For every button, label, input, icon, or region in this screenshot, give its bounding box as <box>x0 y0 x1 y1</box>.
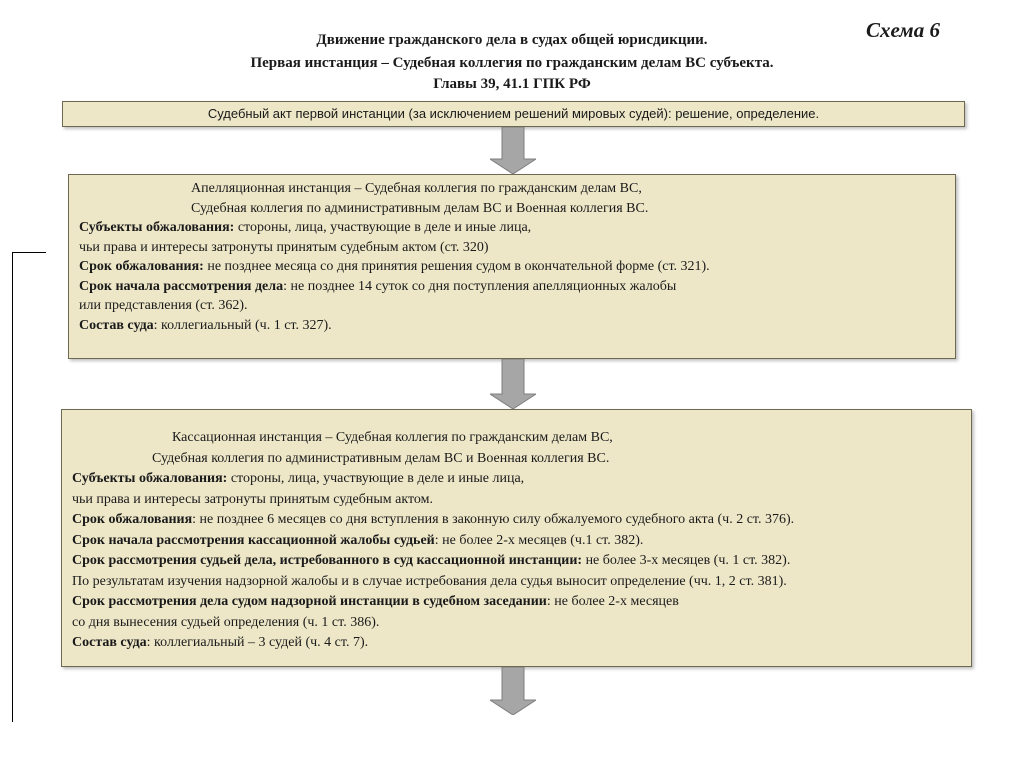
first-instance-text: Судебный акт первой инстанции (за исключением решений мировых судей): решение, определение. <box>207 106 820 121</box>
appeal-subjects-text: стороны, лица, участвующие в деле и иные лица, <box>234 220 532 235</box>
appeal-subjects-continued: чьи права и интересы затронуты принятым судебным актом (ст. 320) <box>79 239 489 255</box>
side-connector-vertical <box>12 252 13 722</box>
cassation-term-text: : не позднее 6 месяцев со дня вступления в законную силу обжалуемого судебного акта (ч. 2 ст. 376). <box>192 512 795 527</box>
cassation-composition-text: : коллегиальный – 3 судей (ч. 4 ст. 7). <box>146 635 369 650</box>
cassation-start <box>72 531 961 552</box>
down-arrow-icon <box>490 359 536 409</box>
cassation-result: По результатам изучения надзорной жалобы и в случае истребования дела судья выносит определение (чч. 1, 2 ст. 381). <box>72 573 787 589</box>
cassation-subjects-label: Субъекты обжалования: <box>72 471 228 486</box>
scheme-number-label: Схема 6 <box>866 18 940 42</box>
cassation-subjects-continued: чьи права и интересы затронуты принятым судебным актом. <box>72 491 433 507</box>
cassation-heading-line-1: Кассационная инстанция – Судебная коллегия по гражданским делам ВС, <box>172 430 613 445</box>
cassation-session-text: : не более 2-х месяцев <box>546 594 679 609</box>
appeal-start-continued: или представления (ст. 362). <box>79 298 248 313</box>
appeal-subjects-label: Субъекты обжалования: <box>79 220 235 235</box>
down-arrow-icon <box>490 667 536 715</box>
cassation-term-label: Срок обжалования <box>72 512 193 527</box>
appeal-heading-line-2: Судебная коллегия по административным делам ВС и Военная коллегия ВС. <box>191 200 649 216</box>
first-instance-box <box>62 101 965 127</box>
cassation-session-term <box>72 592 961 613</box>
cassation-term <box>72 510 961 531</box>
cassation-subjects-text: стороны, лица, участвующие в деле и иные лица, <box>227 471 525 486</box>
diagram-title-line-3: Главы 39, 41.1 ГПК РФ <box>433 76 591 92</box>
appeal-start <box>79 277 945 297</box>
appeal-instance-box <box>68 174 956 359</box>
appeal-heading-line-1: Апелляционная инстанция – Судебная коллегия по гражданским делам ВС, <box>191 181 642 196</box>
cassation-start-label: Срок начала рассмотрения кассационной жалобы судьей <box>72 532 435 548</box>
cassation-instance-box <box>61 409 972 667</box>
cassation-judge-label: Срок рассмотрения судьей дела, истребованного в суд кассационной инстанции: <box>72 553 583 568</box>
down-arrow-icon <box>490 127 536 174</box>
cassation-composition-label: Состав суда <box>72 635 147 650</box>
cassation-start-text: : не более 2-х месяцев (ч.1 ст. 382). <box>434 532 644 548</box>
appeal-term-label: Срок обжалования: <box>79 259 204 274</box>
appeal-subjects <box>79 218 945 238</box>
diagram-title-line-2: Первая инстанция – Судебная коллегия по гражданским делам ВС субъекта. <box>250 55 774 71</box>
cassation-judge-term <box>72 551 961 572</box>
appeal-term-text: не позднее месяца со дня принятия решения судом в окончательной форме (ст. 321). <box>203 259 710 274</box>
cassation-heading-line-2: Судебная коллегия по административным делам ВС и Военная коллегия ВС. <box>152 450 610 466</box>
appeal-composition <box>79 316 945 336</box>
cassation-session-continued: со дня вынесения судьей определения (ч. 1 ст. 386). <box>72 614 380 630</box>
appeal-composition-text: : коллегиальный (ч. 1 ст. 327). <box>153 317 332 333</box>
cassation-session-label: Срок рассмотрения дела судом надзорной инстанции в судебном заседании <box>72 594 547 609</box>
cassation-composition <box>72 633 961 654</box>
diagram-title-line-1: Движение гражданского дела в судах общей юрисдикции. <box>316 32 708 48</box>
appeal-composition-label: Состав суда <box>79 317 154 333</box>
cassation-judge-text: не более 3-х месяцев (ч. 1 ст. 382). <box>582 553 791 568</box>
appeal-term <box>79 257 945 277</box>
appeal-start-text: : не позднее 14 суток со дня поступления апелляционных жалобы <box>283 278 677 294</box>
side-connector-horizontal <box>12 252 46 253</box>
appeal-start-label: Срок начала рассмотрения дела <box>79 278 284 294</box>
cassation-subjects <box>72 469 961 490</box>
